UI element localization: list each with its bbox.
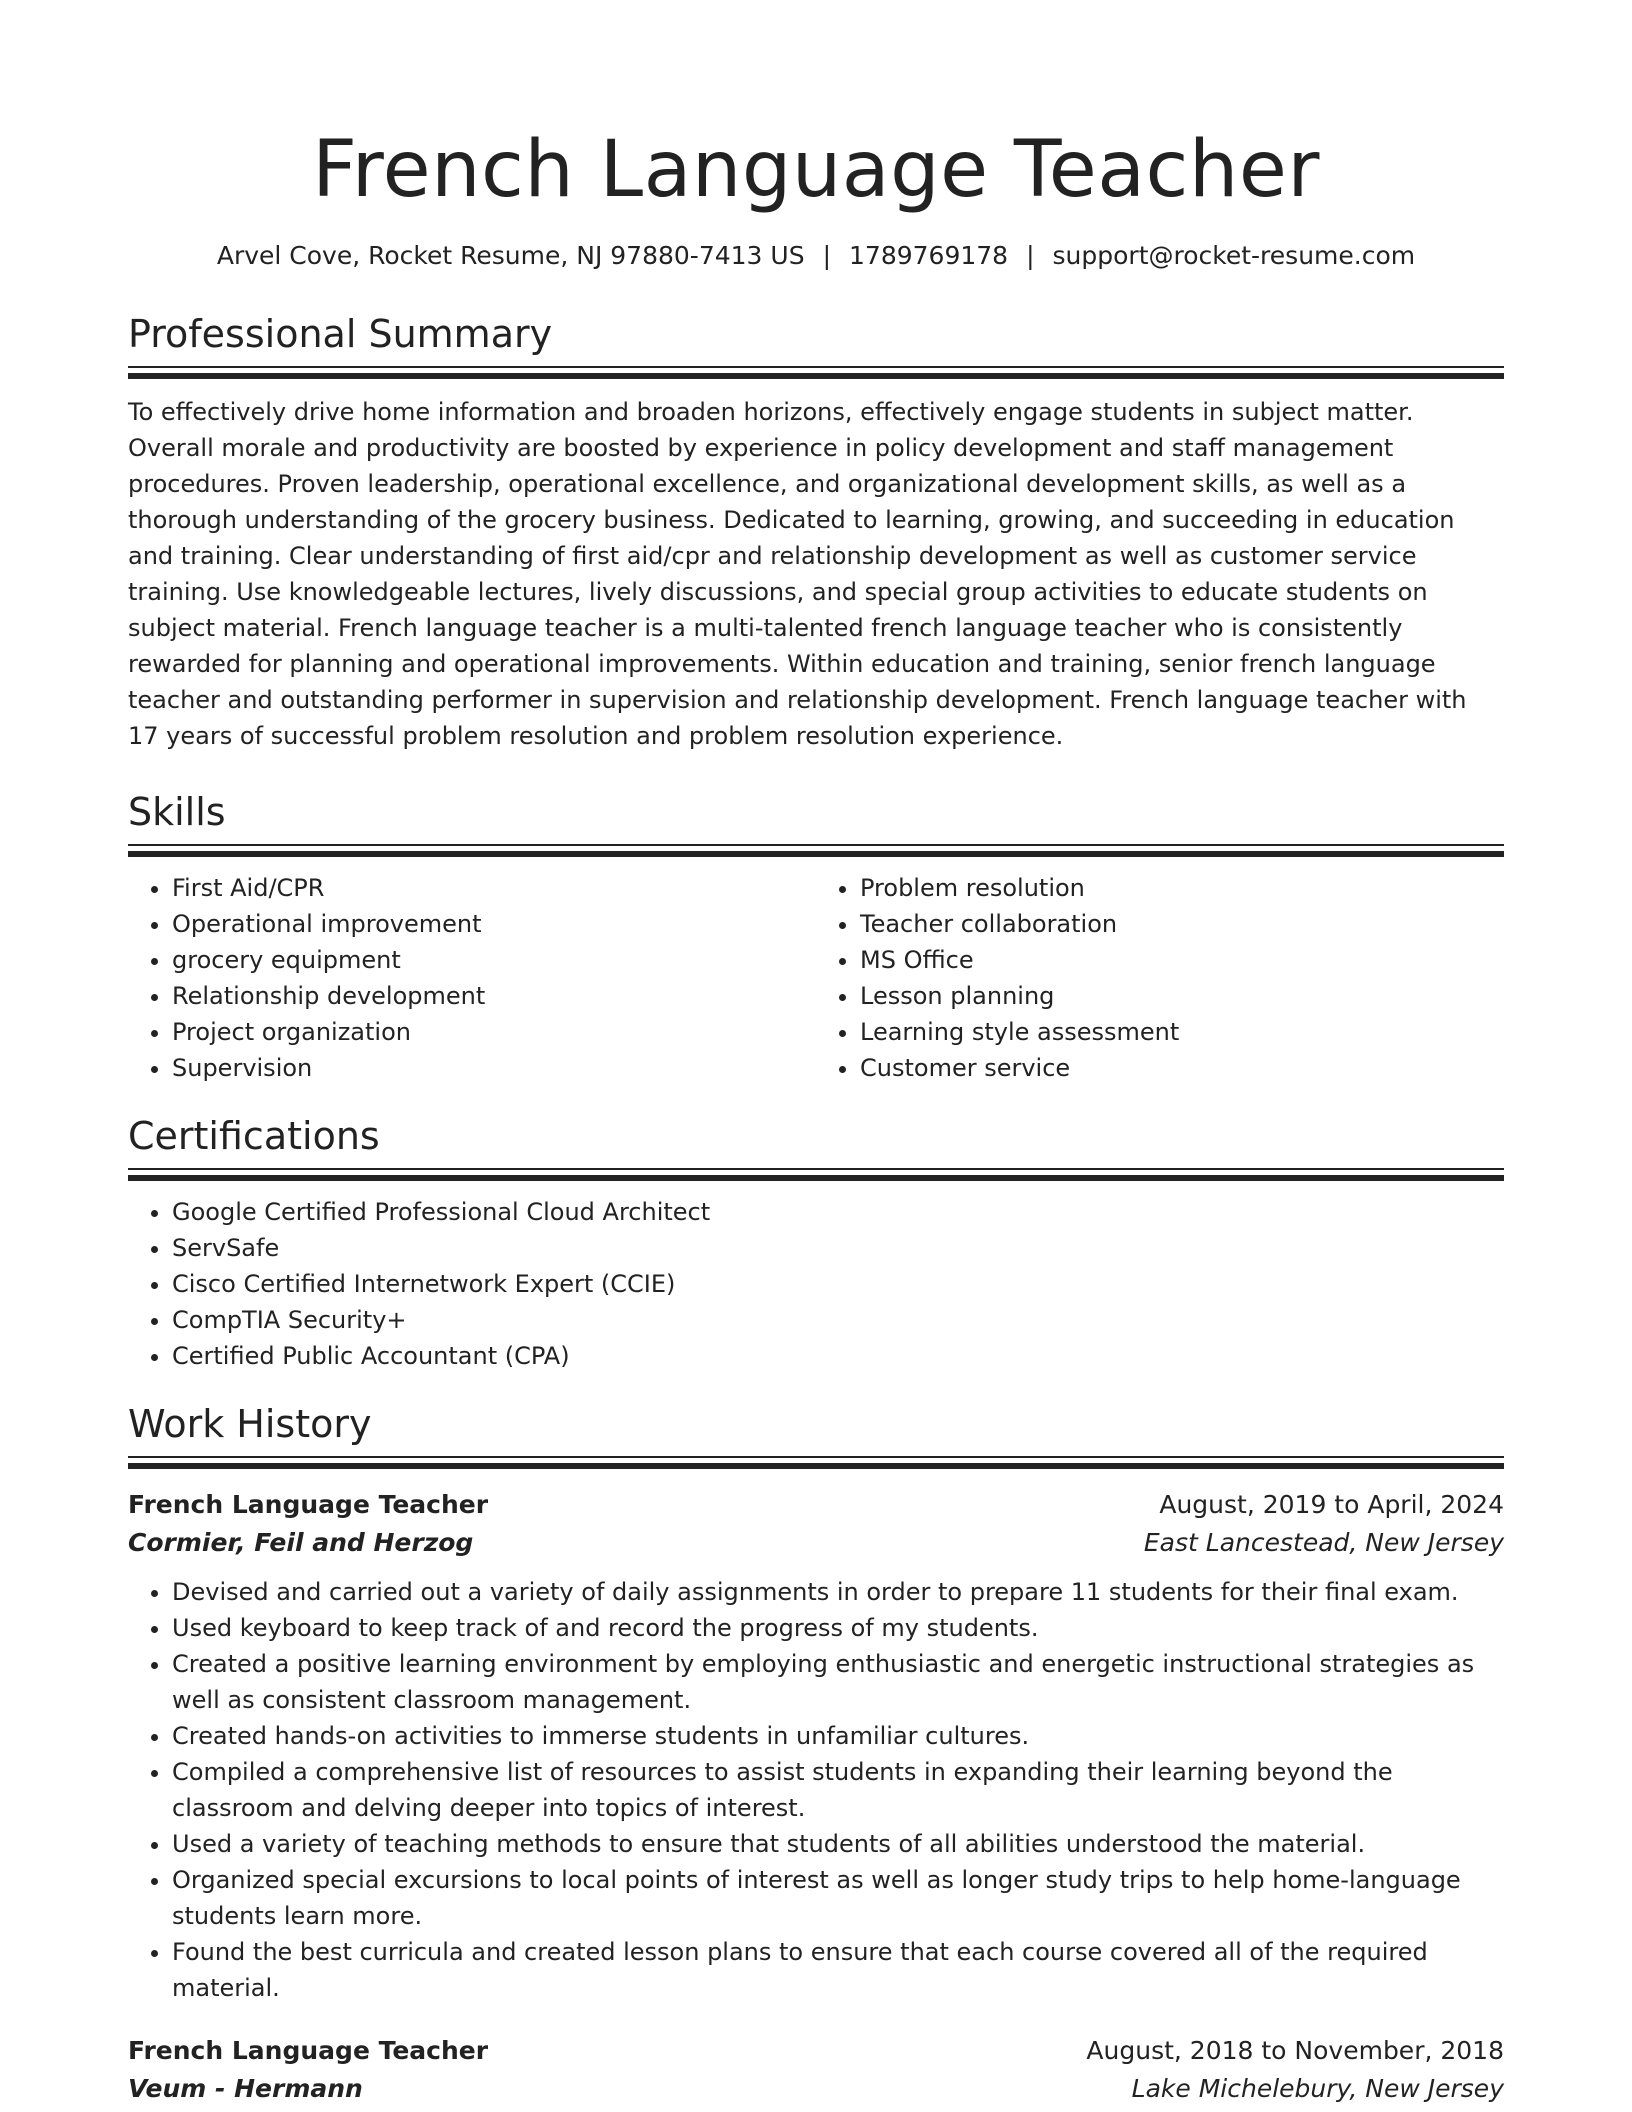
job-header bbox=[128, 2032, 1504, 2070]
job-dates: August, 2018 to November, 2018 bbox=[1086, 2036, 1504, 2065]
job-bullet: • Created a positive learning environment by employing enthusiastic and energetic instructional strategies as well as consistent classroom management. bbox=[172, 1646, 1504, 1718]
contact-separator: | bbox=[822, 241, 832, 270]
section-title-certifications: Certifications bbox=[128, 1114, 380, 1158]
section-divider bbox=[128, 844, 1504, 858]
skill-item: • Relationship development bbox=[172, 978, 816, 1014]
job-title: French Language Teacher bbox=[128, 2036, 489, 2065]
job-company: Cormier, Feil and Herzog bbox=[128, 1528, 474, 1557]
job-bullet: • Found the best curricula and created lesson plans to ensure that each course covered all of the required material. bbox=[172, 1934, 1504, 2006]
skills-list-right bbox=[816, 870, 1504, 1086]
job-header bbox=[128, 1486, 1504, 1524]
skills-columns bbox=[128, 870, 1504, 1086]
skills-list-left bbox=[128, 870, 816, 1086]
certification-item: • Cisco Certified Internetwork Expert (CCIE) bbox=[172, 1266, 1504, 1302]
skills-section bbox=[128, 788, 1504, 1086]
summary-text: To effectively drive home information and broaden horizons, effectively engage students in subject matter. Overall morale and productivity are boosted by experience in policy development and staff management procedures. Proven leadership, operational excellence, and organizational development skills, as well as a thorough understanding of the grocery business. Dedicated to learning, growing, and succeeding in education and training. Clear understanding of first aid/cpr and relationship development as well as customer service training. Use knowledgeable lectures, lively discussions, and special group activities to educate students on subject material. French language teacher is a multi-talented french language teacher who is consistently rewarded for planning and operational improvements. Within education and training, senior french language teacher and outstanding performer in supervision and relationship development. French language teacher with 17 years of successful problem resolution and problem resolution experience. bbox=[128, 398, 1467, 750]
contact-phone: 1789769178 bbox=[849, 241, 1009, 270]
job-bullet: • Used a variety of teaching methods to ensure that students of all abilities understood the material. bbox=[172, 1826, 1504, 1862]
certifications-section bbox=[128, 1112, 1504, 1374]
work-history-section bbox=[128, 1400, 1504, 2108]
skill-item: • Operational improvement bbox=[172, 906, 816, 942]
skill-item: • Customer service bbox=[860, 1050, 1504, 1086]
skill-item: • Lesson planning bbox=[860, 978, 1504, 1014]
section-divider bbox=[128, 366, 1504, 380]
skill-item: • Problem resolution bbox=[860, 870, 1504, 906]
job-bullet: • Used keyboard to keep track of and record the progress of my students. bbox=[172, 1610, 1504, 1646]
job-bullet-list bbox=[128, 1574, 1504, 2006]
certifications-list bbox=[128, 1194, 1504, 1374]
section-divider bbox=[128, 1168, 1504, 1182]
skill-item: • Project organization bbox=[172, 1014, 816, 1050]
job-title: French Language Teacher bbox=[128, 1490, 489, 1519]
certification-item: • Google Certified Professional Cloud Architect bbox=[172, 1194, 1504, 1230]
certification-item: • ServSafe bbox=[172, 1230, 1504, 1266]
job-company: Veum - Hermann bbox=[128, 2074, 363, 2103]
certification-item: • CompTIA Security+ bbox=[172, 1302, 1504, 1338]
skill-item: • Learning style assessment bbox=[860, 1014, 1504, 1050]
contact-email: support@rocket-resume.com bbox=[1052, 241, 1416, 270]
contact-address: Arvel Cove, Rocket Resume, NJ 97880-7413 US bbox=[216, 241, 805, 270]
job-location: East Lancestead, New Jersey bbox=[1143, 1528, 1504, 1557]
section-title-summary: Professional Summary bbox=[128, 312, 553, 356]
job-bullet: • Created hands-on activities to immerse students in unfamiliar cultures. bbox=[172, 1718, 1504, 1754]
section-title-work-history: Work History bbox=[128, 1402, 372, 1446]
job-entry bbox=[128, 1486, 1504, 2006]
resume-content bbox=[128, 0, 1504, 2108]
skill-item: • MS Office bbox=[860, 942, 1504, 978]
resume-name: French Language Teacher bbox=[312, 125, 1320, 215]
job-entry bbox=[128, 2032, 1504, 2108]
skill-item: • Supervision bbox=[172, 1050, 816, 1086]
job-subheader bbox=[128, 1524, 1504, 1562]
skill-item: • grocery equipment bbox=[172, 942, 816, 978]
summary-section bbox=[128, 310, 1504, 754]
job-location: Lake Michelebury, New Jersey bbox=[1131, 2074, 1504, 2103]
job-bullet: • Devised and carried out a variety of daily assignments in order to prepare 11 students for their final exam. bbox=[172, 1574, 1504, 1610]
job-dates: August, 2019 to April, 2024 bbox=[1159, 1490, 1504, 1519]
job-bullet: • Organized special excursions to local points of interest as well as longer study trips to help home-language students learn more. bbox=[172, 1862, 1504, 1934]
certification-item: • Certified Public Accountant (CPA) bbox=[172, 1338, 1504, 1374]
skill-item: • First Aid/CPR bbox=[172, 870, 816, 906]
contact-line bbox=[128, 238, 1504, 274]
skill-item: • Teacher collaboration bbox=[860, 906, 1504, 942]
job-subheader bbox=[128, 2070, 1504, 2108]
section-divider bbox=[128, 1456, 1504, 1470]
job-bullet: • Compiled a comprehensive list of resources to assist students in expanding their learning beyond the classroom and delving deeper into topics of interest. bbox=[172, 1754, 1504, 1826]
section-title-skills: Skills bbox=[128, 790, 226, 834]
contact-separator: | bbox=[1026, 241, 1035, 270]
